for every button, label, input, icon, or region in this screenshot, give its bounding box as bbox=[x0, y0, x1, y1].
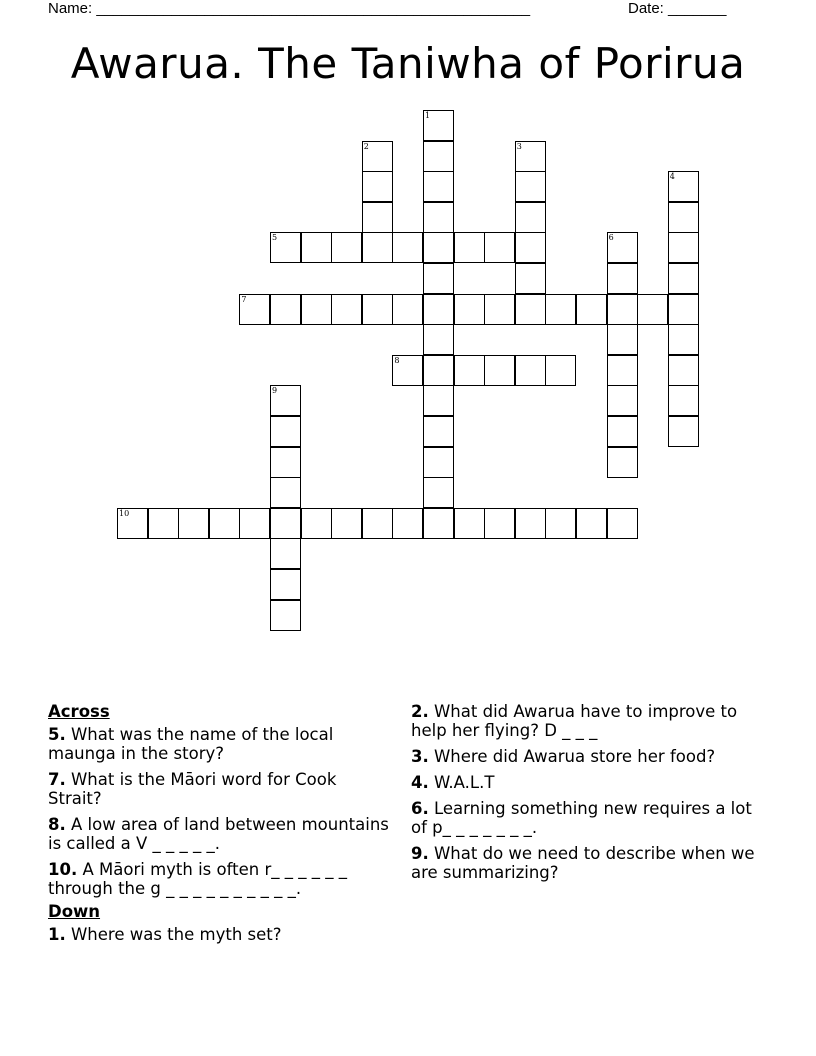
down-clue-2 bbox=[411, 702, 761, 740]
grid-cell[interactable] bbox=[362, 294, 393, 325]
grid-cell[interactable] bbox=[331, 508, 362, 539]
cell-number: 8 bbox=[394, 355, 400, 365]
grid-cell[interactable] bbox=[668, 294, 699, 325]
grid-cell[interactable] bbox=[515, 508, 546, 539]
grid-cell[interactable] bbox=[607, 385, 638, 416]
grid-cell[interactable] bbox=[270, 232, 301, 263]
date-line: Date: _______ bbox=[628, 0, 727, 17]
down-clue-6 bbox=[411, 799, 761, 837]
grid-cell[interactable] bbox=[423, 294, 454, 325]
clue-number: 9. bbox=[411, 844, 429, 863]
grid-cell[interactable] bbox=[515, 355, 546, 386]
down-clue-1 bbox=[48, 925, 393, 944]
grid-cell[interactable] bbox=[545, 294, 576, 325]
grid-cell[interactable] bbox=[484, 294, 515, 325]
grid-cell[interactable] bbox=[668, 385, 699, 416]
grid-cell[interactable] bbox=[607, 294, 638, 325]
grid-cell[interactable] bbox=[454, 294, 485, 325]
clue-text: What do we need to describe when we are summarizing? bbox=[411, 844, 755, 882]
grid-cell[interactable] bbox=[515, 294, 546, 325]
cell-number: 10 bbox=[119, 508, 130, 518]
grid-cell[interactable] bbox=[270, 416, 301, 447]
grid-cell[interactable] bbox=[392, 232, 423, 263]
grid-cell[interactable] bbox=[607, 508, 638, 539]
cell-number: 3 bbox=[516, 141, 522, 151]
grid-cell[interactable] bbox=[454, 508, 485, 539]
down-heading: Down bbox=[48, 902, 101, 921]
grid-cell[interactable] bbox=[637, 294, 668, 325]
cell-number: 5 bbox=[272, 233, 278, 243]
grid-cell[interactable] bbox=[301, 294, 332, 325]
grid-cell[interactable] bbox=[423, 263, 454, 294]
clue-number: 2. bbox=[411, 702, 429, 721]
grid-cell[interactable] bbox=[362, 141, 393, 172]
clue-text: What was the name of the local maunga in the story? bbox=[48, 725, 334, 763]
clues-left-column bbox=[48, 702, 393, 951]
grid-cell[interactable] bbox=[117, 508, 148, 539]
cell-number: 2 bbox=[363, 141, 369, 151]
grid-cell[interactable] bbox=[423, 447, 454, 478]
grid-cell[interactable] bbox=[178, 508, 209, 539]
grid-cell[interactable] bbox=[362, 171, 393, 202]
clue-text: What is the Māori word for Cook Strait? bbox=[48, 770, 337, 808]
cell-number: 6 bbox=[608, 233, 614, 243]
down-clue-3 bbox=[411, 747, 761, 766]
clue-text: W.A.L.T bbox=[428, 773, 495, 792]
grid-cell[interactable] bbox=[545, 355, 576, 386]
grid-cell[interactable] bbox=[209, 508, 240, 539]
across-clue-8 bbox=[48, 815, 393, 853]
grid-cell[interactable] bbox=[423, 110, 454, 141]
grid-cell[interactable] bbox=[148, 508, 179, 539]
clue-number: 4. bbox=[411, 773, 429, 792]
grid-cell[interactable] bbox=[484, 232, 515, 263]
puzzle-title: Awarua. The Taniwha of Porirua bbox=[70, 39, 746, 88]
grid-cell[interactable] bbox=[362, 202, 393, 233]
grid-cell[interactable] bbox=[515, 232, 546, 263]
grid-cell[interactable] bbox=[484, 355, 515, 386]
across-heading: Across bbox=[48, 702, 110, 721]
grid-cell[interactable] bbox=[545, 508, 576, 539]
grid-cell[interactable] bbox=[515, 263, 546, 294]
cell-number: 4 bbox=[669, 172, 675, 182]
grid-cell[interactable] bbox=[454, 232, 485, 263]
cell-number: 9 bbox=[272, 386, 278, 396]
clue-number: 1. bbox=[48, 925, 66, 944]
grid-cell[interactable] bbox=[423, 232, 454, 263]
across-clue-7 bbox=[48, 770, 393, 808]
across-clue-5 bbox=[48, 725, 393, 763]
across-clue-10 bbox=[48, 860, 393, 898]
grid-cell[interactable] bbox=[423, 141, 454, 172]
name-line: Name: ____________________________________________________ bbox=[48, 0, 531, 17]
grid-cell[interactable] bbox=[270, 600, 301, 631]
grid-cell[interactable] bbox=[270, 477, 301, 508]
grid-cell[interactable] bbox=[239, 508, 270, 539]
clue-text: A low area of land between mountains is called a V _ _ _ _ _. bbox=[48, 815, 389, 853]
grid-cell[interactable] bbox=[607, 232, 638, 263]
clue-text: Where was the myth set? bbox=[65, 925, 282, 944]
grid-cell[interactable] bbox=[423, 202, 454, 233]
grid-cell[interactable] bbox=[484, 508, 515, 539]
grid-cell[interactable] bbox=[423, 508, 454, 539]
grid-cell[interactable] bbox=[362, 508, 393, 539]
grid-cell[interactable] bbox=[423, 324, 454, 355]
grid-cell[interactable] bbox=[362, 232, 393, 263]
grid-cell[interactable] bbox=[392, 355, 423, 386]
clue-text: Learning something new requires a lot of p_ _ _ _ _ _ _. bbox=[411, 799, 752, 837]
grid-cell[interactable] bbox=[515, 171, 546, 202]
clue-text: Where did Awarua store her food? bbox=[428, 747, 716, 766]
grid-cell[interactable] bbox=[668, 416, 699, 447]
clue-number: 6. bbox=[411, 799, 429, 818]
clues-right-column bbox=[411, 702, 761, 889]
grid-cell[interactable] bbox=[576, 294, 607, 325]
grid-cell[interactable] bbox=[668, 202, 699, 233]
grid-cell[interactable] bbox=[423, 385, 454, 416]
clue-number: 7. bbox=[48, 770, 66, 789]
grid-cell[interactable] bbox=[270, 294, 301, 325]
grid-cell[interactable] bbox=[301, 508, 332, 539]
grid-cell[interactable] bbox=[423, 416, 454, 447]
grid-cell[interactable] bbox=[515, 141, 546, 172]
clue-number: 8. bbox=[48, 815, 66, 834]
grid-cell[interactable] bbox=[392, 508, 423, 539]
grid-cell[interactable] bbox=[301, 232, 332, 263]
clue-text: What did Awarua have to improve to help her flying? D _ _ _ bbox=[411, 702, 738, 740]
down-clue-4 bbox=[411, 773, 761, 792]
clue-number: 10. bbox=[48, 860, 78, 879]
grid-cell[interactable] bbox=[270, 569, 301, 600]
grid-cell[interactable] bbox=[423, 355, 454, 386]
grid-cell[interactable] bbox=[423, 477, 454, 508]
grid-cell[interactable] bbox=[607, 447, 638, 478]
grid-cell[interactable] bbox=[515, 202, 546, 233]
grid-cell[interactable] bbox=[454, 355, 485, 386]
cell-number: 7 bbox=[241, 294, 247, 304]
grid-cell[interactable] bbox=[270, 538, 301, 569]
grid-cell[interactable] bbox=[607, 355, 638, 386]
grid-cell[interactable] bbox=[331, 232, 362, 263]
grid-cell[interactable] bbox=[331, 294, 362, 325]
grid-cell[interactable] bbox=[668, 263, 699, 294]
clue-number: 5. bbox=[48, 725, 66, 744]
grid-cell[interactable] bbox=[270, 508, 301, 539]
grid-cell[interactable] bbox=[668, 232, 699, 263]
down-clue-9 bbox=[411, 844, 761, 882]
grid-cell[interactable] bbox=[270, 447, 301, 478]
grid-cell[interactable] bbox=[607, 416, 638, 447]
grid-cell[interactable] bbox=[668, 324, 699, 355]
grid-cell[interactable] bbox=[239, 294, 270, 325]
grid-cell[interactable] bbox=[668, 355, 699, 386]
grid-cell[interactable] bbox=[576, 508, 607, 539]
clue-text: A Māori myth is often r_ _ _ _ _ _ through the g _ _ _ _ _ _ _ _ _ _. bbox=[48, 860, 347, 898]
grid-cell[interactable] bbox=[270, 385, 301, 416]
grid-cell[interactable] bbox=[423, 171, 454, 202]
grid-cell[interactable] bbox=[668, 171, 699, 202]
grid-cell[interactable] bbox=[392, 294, 423, 325]
grid-cell[interactable] bbox=[607, 263, 638, 294]
clue-number: 3. bbox=[411, 747, 429, 766]
cell-number: 1 bbox=[425, 111, 431, 120]
grid-cell[interactable] bbox=[607, 324, 638, 355]
